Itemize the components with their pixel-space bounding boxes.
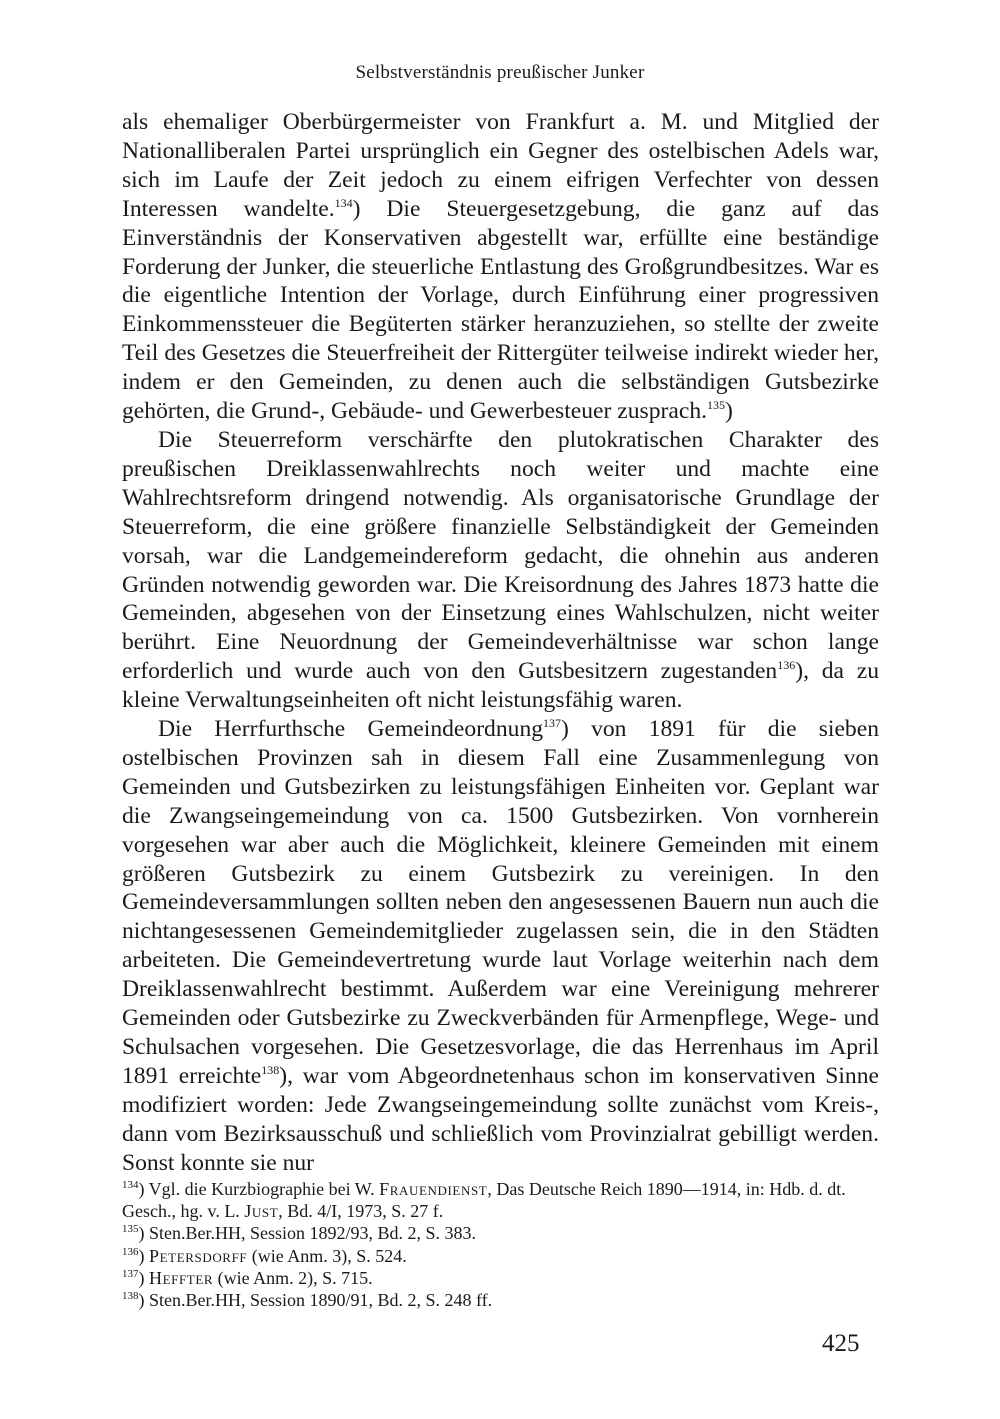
footnotes [122, 1178, 879, 1311]
footnote-136: $^{136}$) Petersdorff (wie Anm. 3), S. 524. [122, 1245, 407, 1266]
body-text [122, 108, 879, 1178]
footnote-ref-134[interactable]: 134 [334, 195, 353, 210]
paragraph-2: Die Steuerreform verschärfte den plutokratischen Charakter des preußischen Dreiklassenwahlrechts noch weiter und machte eine Wahlrechtsreform dringend notwendig. Als organisatorische Grundlage der Steuerreform, die eine größere finanzielle Selbständigkeit der Gemeinden vorsah, war die Landgemeindereform gedacht, die ohnehin aus anderen Gründen notwendig geworden war. Die Kreisordnung des Jahres 1873 hatte die Gemeinden, abgesehen von der Einsetzung eines Wahlschulzen, nicht weiter berührt. Eine Neuordnung der Gemeindeverhältnisse war schon lange erforderlich und wurde auch von den Gutsbesitzern zugestanden$^{136}$), da zu kleine Verwaltungseinheiten oft nicht leistungsfähig waren. [122, 426, 879, 714]
footnote-ref-138[interactable]: 138 [261, 1062, 280, 1077]
running-head: Selbstverständnis preußischer Junker [355, 62, 645, 83]
footnote-ref-136[interactable]: 136 [777, 658, 796, 673]
paragraph-3: Die Herrfurthsche Gemeindeordnung$^{137}$) von 1891 für die sieben ostelbischen Provinzen sah in diesem Fall eine Zusammenlegung von Gemeinden und Gutsbezirken zu leistungsfähigen Einheiten vor. Geplant war die Zwangseingemeindung von ca. 1500 Gutsbezirken. Von vornherein vorgesehen war aber auch die Möglichkeit, kleinere Gemeinden mit einem größeren Gutsbezirk zu einem Gutsbezirk zu vereinigen. In den Gemeindeversammlungen sollten neben den angesessenen Bauern nun auch die nichtangesessenen Gemeindemitglieder zugelassen sein, die in den Städten arbeiteten. Die Gemeindevertretung wurde laut Vorlage weiterhin nach dem Dreiklassenwahlrecht bestimmt. Außerdem war eine Vereinigung mehrerer Gemeinden oder Gutsbezirke zu Zweckverbänden für Armenpflege, Wege- und Schulsachen vorgesehen. Die Gesetzesvorlage, die das Herrenhaus im April 1891 erreichte$^{138}$), war vom Abgeordnetenhaus schon im konservativen Sinne modifiziert worden: Jede Zwangseingemeindung sollte zunächst vom Kreis-, dann vom Bezirksausschuß und schließlich vom Provinzialrat gebilligt werden. Sonst konnte sie nur [122, 716, 880, 1176]
paragraph-1: als ehemaliger Oberbürgermeister von Frankfurt a. M. und Mitglied der Nationalliberalen Partei ursprünglich ein Gegner des ostelbischen Adels war, sich im Laufe der Zeit jedoch zu einem eifrigen Verfechter von dessen Interessen wandelte.$^{134}$) Die Steuergesetzgebung, die ganz auf das Einverständnis der Konservativen abgestellt war, erfüllte eine beständige Forderung der Junker, die steuerliche Entlastung des Großgrundbesitzes. War es die eigentliche Intention der Vorlage, durch Einführung einer progressiven Einkommenssteuer die Begüterten stärker heranzuziehen, so stellte der zweite Teil des Gesetzes die Steuerfreiheit der Rittergüter teilweise indirekt wieder her, indem er den Gemeinden, zu denen auch die selbständigen Gutsbezirke gehörten, die Grund-, Gebäude- und Gewerbesteuer zusprach.$^{135}$) [122, 109, 880, 425]
footnote-135: $^{135}$) Sten.Ber.HH, Session 1892/93, Bd. 2, S. 383. [122, 1223, 477, 1244]
footnote-134: $^{134}$) Vgl. die Kurzbiographie bei W. Frauendienst, Das Deutsche Reich 1890—1914, in: Hdb. d. dt. Gesch., hg. v. L. Just, Bd. 4/I, 1973, S. 27 f. [122, 1179, 846, 1222]
footnote-ref-137[interactable]: 137 [543, 716, 562, 731]
footnote-138: $^{138}$) Sten.Ber.HH, Session 1890/91, Bd. 2, S. 248 ff. [122, 1290, 493, 1311]
footnote-137: $^{137}$) Heffter (wie Anm. 2), S. 715. [122, 1267, 373, 1288]
page-number: 425 [822, 1330, 860, 1357]
footnote-ref-135[interactable]: 135 [707, 398, 726, 413]
